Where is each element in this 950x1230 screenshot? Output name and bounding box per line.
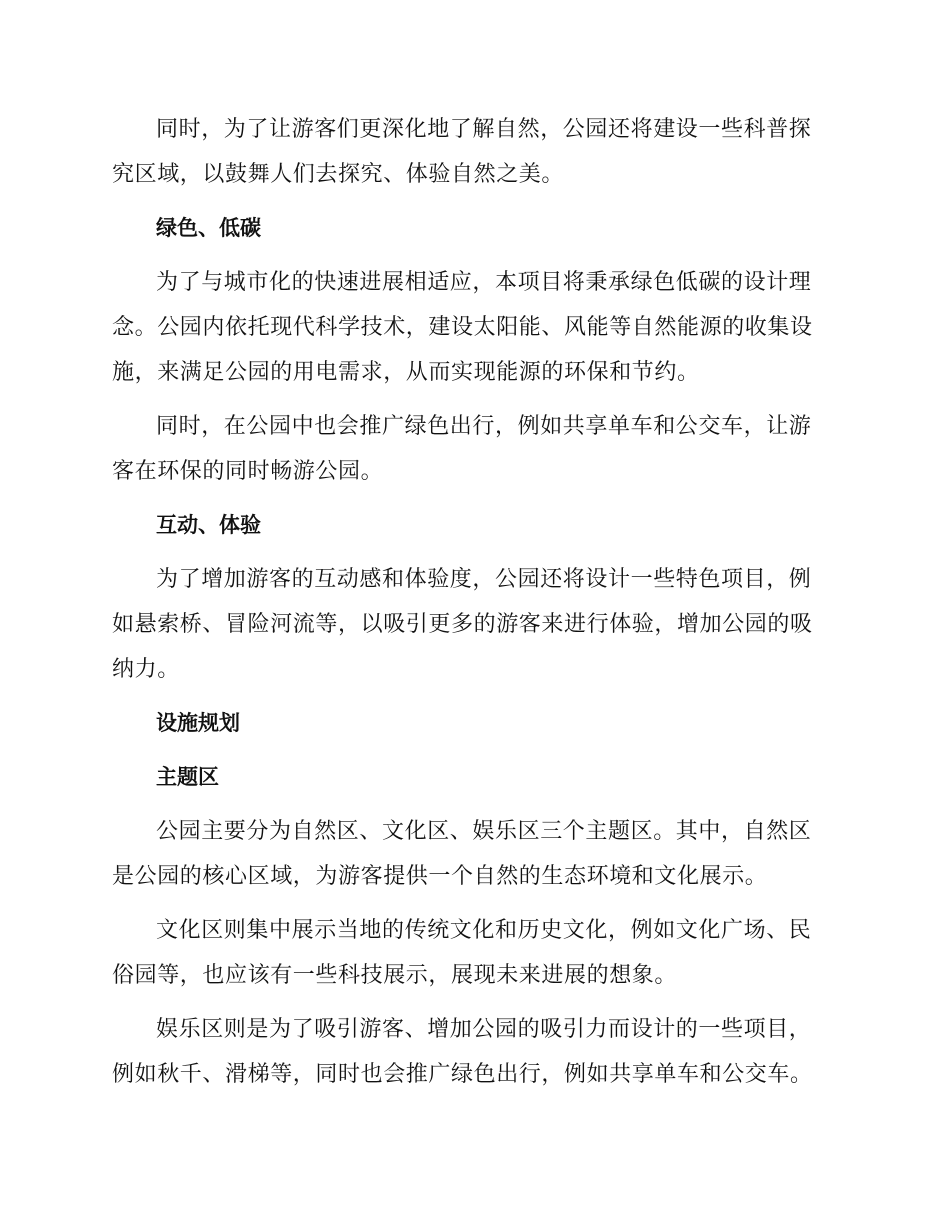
paragraph-science-areas: 同时，为了让游客们更深化地了解自然，公园还将建设一些科普探究区域，以鼓舞人们去探究、体验自然之美。 (112, 117, 812, 187)
paragraph-entertainment-zone: 娱乐区则是为了吸引游客、增加公园的吸引力而设计的一些项目，例如秋千、滑梯等，同时也会推广绿色出行，例如共享单车和公交车。 (112, 1017, 813, 1087)
paragraph-zone-overview: 公园主要分为自然区、文化区、娱乐区三个主题区。其中，自然区是公园的核心区域，为游客提供一个自然的生态环境和文化展示。 (112, 819, 812, 889)
paragraph-green-travel: 同时，在公园中也会推广绿色出行，例如共享单车和公交车，让游客在环保的同时畅游公园。 (112, 414, 812, 484)
heading-interaction-experience: 互动、体验 (156, 513, 261, 537)
heading-theme-zones: 主题区 (156, 765, 219, 789)
document-body (112, 107, 832, 1106)
paragraph-green-energy: 为了与城市化的快速进展相适应，本项目将秉承绿色低碳的设计理念。公园内依托现代科学技术，建设太阳能、风能等自然能源的收集设施，来满足公园的用电需求，从而实现能源的环保和节约。 (112, 270, 813, 385)
paragraph-featured-projects: 为了增加游客的互动感和体验度，公园还将设计一些特色项目，例如悬索桥、冒险河流等，以吸引更多的游客来进行体验，增加公园的吸纳力。 (112, 567, 813, 682)
paragraph-culture-zone: 文化区则集中展示当地的传统文化和历史文化，例如文化广场、民俗园等，也应该有一些科技展示，展现未来进展的想象。 (112, 918, 812, 988)
heading-facility-planning: 设施规划 (156, 711, 240, 735)
heading-green-low-carbon: 绿色、低碳 (156, 216, 261, 240)
